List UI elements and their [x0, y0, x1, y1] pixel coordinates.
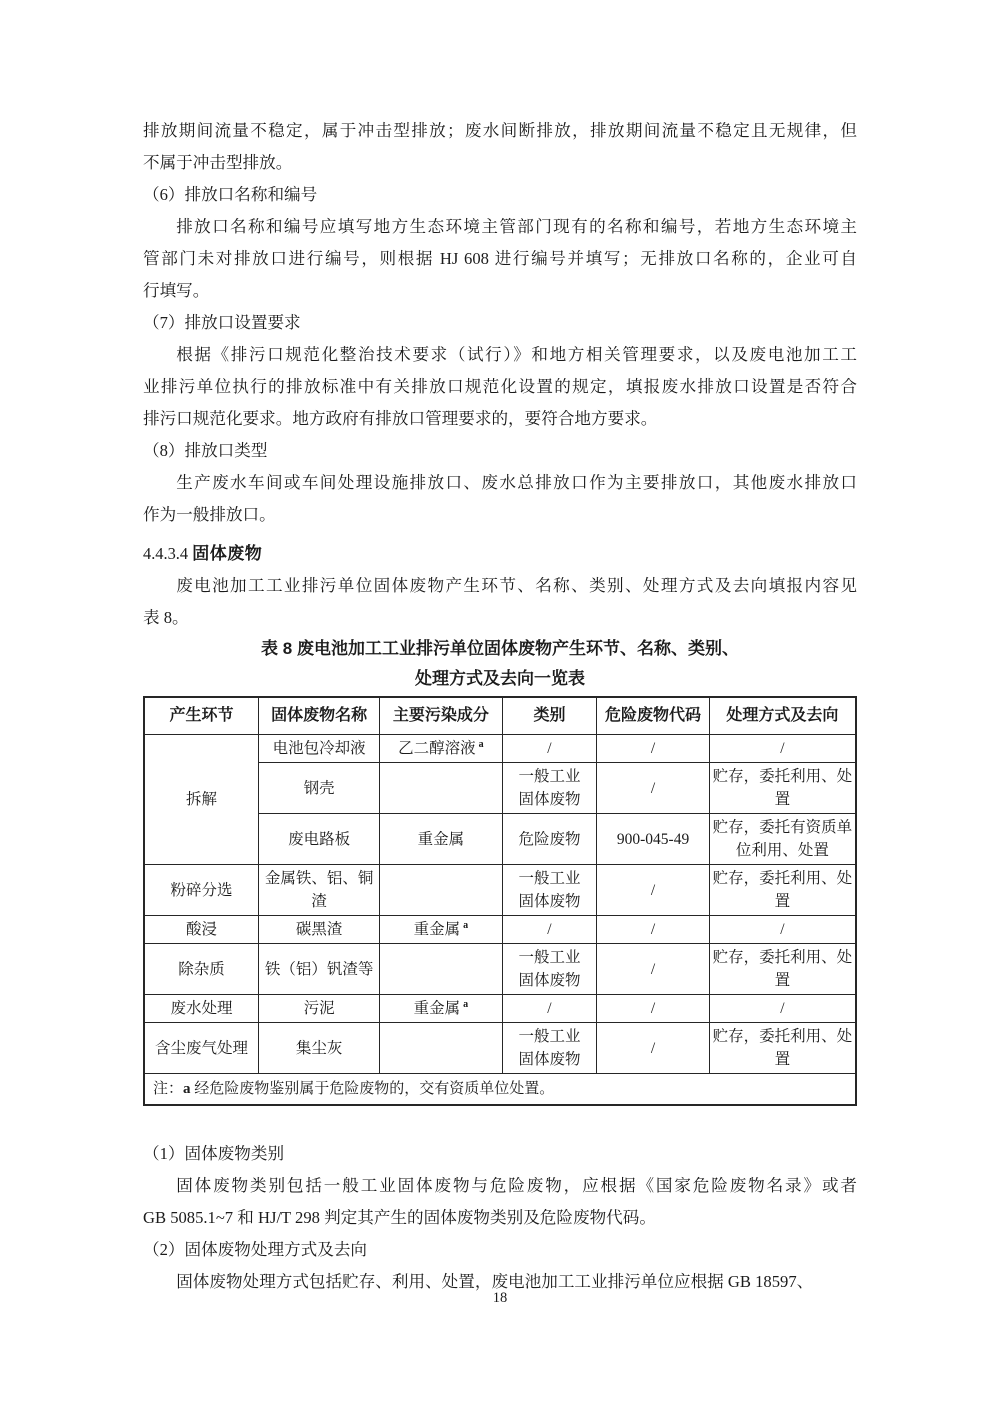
table-cell-category: 一般工业固体废物	[502, 865, 597, 916]
table-cell-stage: 拆解	[144, 735, 259, 865]
column-header: 危险废物代码	[597, 697, 709, 735]
table-cell-category: 一般工业固体废物	[502, 1023, 597, 1074]
table-cell-disposal: 贮存，委托利用、处置	[709, 763, 856, 814]
column-header: 固体废物名称	[259, 697, 380, 735]
section-heading	[143, 538, 857, 570]
table-cell-code: /	[597, 995, 709, 1023]
text-line: 管部门未对排放口进行编号，则根据 HJ 608 进行编号并填写；无排放口名称的，企业可自	[143, 249, 857, 268]
table-cell-name: 金属铁、铝、铜渣	[259, 865, 380, 916]
footnote-marker: a	[183, 1081, 191, 1097]
column-header: 处理方式及去向	[709, 697, 856, 735]
table-row	[144, 916, 856, 944]
table-cell-pollutant	[380, 1023, 502, 1074]
text-line: 固体废物处理方式包括贮存、利用、处置，废电池加工工业排污单位应根据 GB 18597、	[176, 1272, 814, 1291]
table-cell-stage: 含尘废气处理	[144, 1023, 259, 1074]
table-row	[144, 1023, 856, 1074]
footnote-marker: a	[478, 738, 484, 750]
paragraph	[143, 339, 857, 435]
table-cell-pollutant: 乙二醇溶液 $^a$	[380, 735, 502, 763]
table-cell-code: /	[597, 865, 709, 916]
table-cell-stage: 粉碎分选	[144, 865, 259, 916]
heading-number: 4.4.3.4	[143, 544, 189, 563]
table-cell-category: /	[502, 916, 597, 944]
table-cell-code: /	[597, 1023, 709, 1074]
paragraph	[143, 467, 857, 531]
table-cell-code: /	[597, 735, 709, 763]
list-item: （6）排放口名称和编号	[143, 185, 318, 204]
list-item: （2）固体废物处理方式及去向	[143, 1240, 368, 1259]
table-note: 注：a 经危险废物鉴别属于危险废物的，交有资质单位处置。	[144, 1074, 856, 1106]
table-cell-stage: 酸浸	[144, 916, 259, 944]
text-line: 行填写。	[143, 281, 210, 300]
table-cell-pollutant	[380, 944, 502, 995]
table-row	[144, 735, 856, 763]
table-cell-pollutant	[380, 865, 502, 916]
table-cell-disposal: 贮存，委托利用、处置	[709, 865, 856, 916]
list-item: （7）排放口设置要求	[143, 313, 301, 332]
text-line: 生产废水车间或车间处理设施排放口、废水总排放口作为主要排放口，其他废水排放口	[176, 473, 857, 492]
text-line: 废电池加工工业排污单位固体废物产生环节、名称、类别、处理方式及去向填报内容见	[176, 576, 857, 595]
table-row	[144, 865, 856, 916]
table-note-row	[144, 1074, 856, 1106]
paragraph	[143, 211, 857, 307]
table-header-row	[144, 697, 856, 735]
table-caption	[143, 634, 857, 694]
text-line: 排放口名称和编号应填写地方生态环境主管部门现有的名称和编号，若地方生态环境主	[176, 217, 857, 236]
table-cell-disposal: /	[709, 735, 856, 763]
table-cell-category: 危险废物	[502, 814, 597, 865]
table-body	[144, 735, 856, 1106]
table-cell-name: 废电路板	[259, 814, 380, 865]
table-cell-category: /	[502, 995, 597, 1023]
table-cell-disposal: 贮存，委托有资质单位利用、处置	[709, 814, 856, 865]
table-caption-line: 处理方式及去向一览表	[415, 669, 585, 688]
text-line: 表 8。	[143, 608, 189, 627]
footnote-marker: a	[463, 919, 469, 931]
table-row	[144, 944, 856, 995]
table-cell-pollutant	[380, 763, 502, 814]
text-line: 作为一般排放口。	[143, 505, 276, 524]
text-line: 业排污单位执行的排放标准中有关排放口规范化设置的规定，填报废水排放口设置是否符合	[143, 377, 857, 396]
table-cell-name: 污泥	[259, 995, 380, 1023]
column-header: 类别	[502, 697, 597, 735]
text-line: 排污口规范化要求。地方政府有排放口管理要求的，要符合地方要求。	[143, 409, 658, 428]
solid-waste-table-block	[143, 696, 857, 1106]
paragraph	[143, 570, 857, 634]
table-cell-category: 一般工业固体废物	[502, 763, 597, 814]
table-cell-category: /	[502, 735, 597, 763]
table-cell-pollutant: 重金属	[380, 814, 502, 865]
list-item: （8）排放口类型	[143, 441, 268, 460]
table-cell-stage: 除杂质	[144, 944, 259, 995]
text-line: 不属于冲击型排放。	[143, 153, 293, 172]
table-row	[144, 995, 856, 1023]
table-cell-category: 一般工业固体废物	[502, 944, 597, 995]
solid-waste-table	[143, 696, 857, 1106]
text-line: GB 5085.1~7 和 HJ/T 298 判定其产生的固体废物类别及危险废物代码。	[143, 1208, 656, 1227]
table-cell-code: 900-045-49	[597, 814, 709, 865]
table-cell-stage: 废水处理	[144, 995, 259, 1023]
table-cell-name: 电池包冷却液	[259, 735, 380, 763]
table-cell-code: /	[597, 944, 709, 995]
paragraph	[143, 115, 857, 179]
table-cell-name: 碳黑渣	[259, 916, 380, 944]
text-line: 固体废物类别包括一般工业固体废物与危险废物，应根据《国家危险废物名录》或者	[176, 1176, 857, 1195]
paragraph	[143, 1170, 857, 1234]
table-cell-disposal: 贮存，委托利用、处置	[709, 1023, 856, 1074]
table-head	[144, 697, 856, 735]
text-line: 排放期间流量不稳定，属于冲击型排放；废水间断排放，排放期间流量不稳定且无规律，但	[143, 121, 857, 140]
text-line: 根据《排污口规范化整治技术要求（试行）》和地方相关管理要求，以及废电池加工工	[176, 345, 857, 364]
table-caption-line: 表 8 废电池加工工业排污单位固体废物产生环节、名称、类别、	[261, 639, 739, 658]
table-cell-pollutant: 重金属 $^a$	[380, 995, 502, 1023]
table-cell-code: /	[597, 916, 709, 944]
table-cell-name: 集尘灰	[259, 1023, 380, 1074]
column-header: 主要污染成分	[380, 697, 502, 735]
table-cell-pollutant: 重金属 $^a$	[380, 916, 502, 944]
page-number: 18	[492, 1290, 508, 1306]
table-cell-name: 铁（铝）钒渣等	[259, 944, 380, 995]
list-item: （1）固体废物类别	[143, 1144, 285, 1163]
column-header: 产生环节	[144, 697, 259, 735]
document-content	[143, 115, 857, 1298]
table-cell-disposal: 贮存，委托利用、处置	[709, 944, 856, 995]
footnote-marker: a	[463, 998, 469, 1010]
table-cell-name: 钢壳	[259, 763, 380, 814]
table-cell-disposal: /	[709, 916, 856, 944]
table-cell-disposal: /	[709, 995, 856, 1023]
table-cell-code: /	[597, 763, 709, 814]
heading-text: 固体废物	[192, 544, 263, 563]
